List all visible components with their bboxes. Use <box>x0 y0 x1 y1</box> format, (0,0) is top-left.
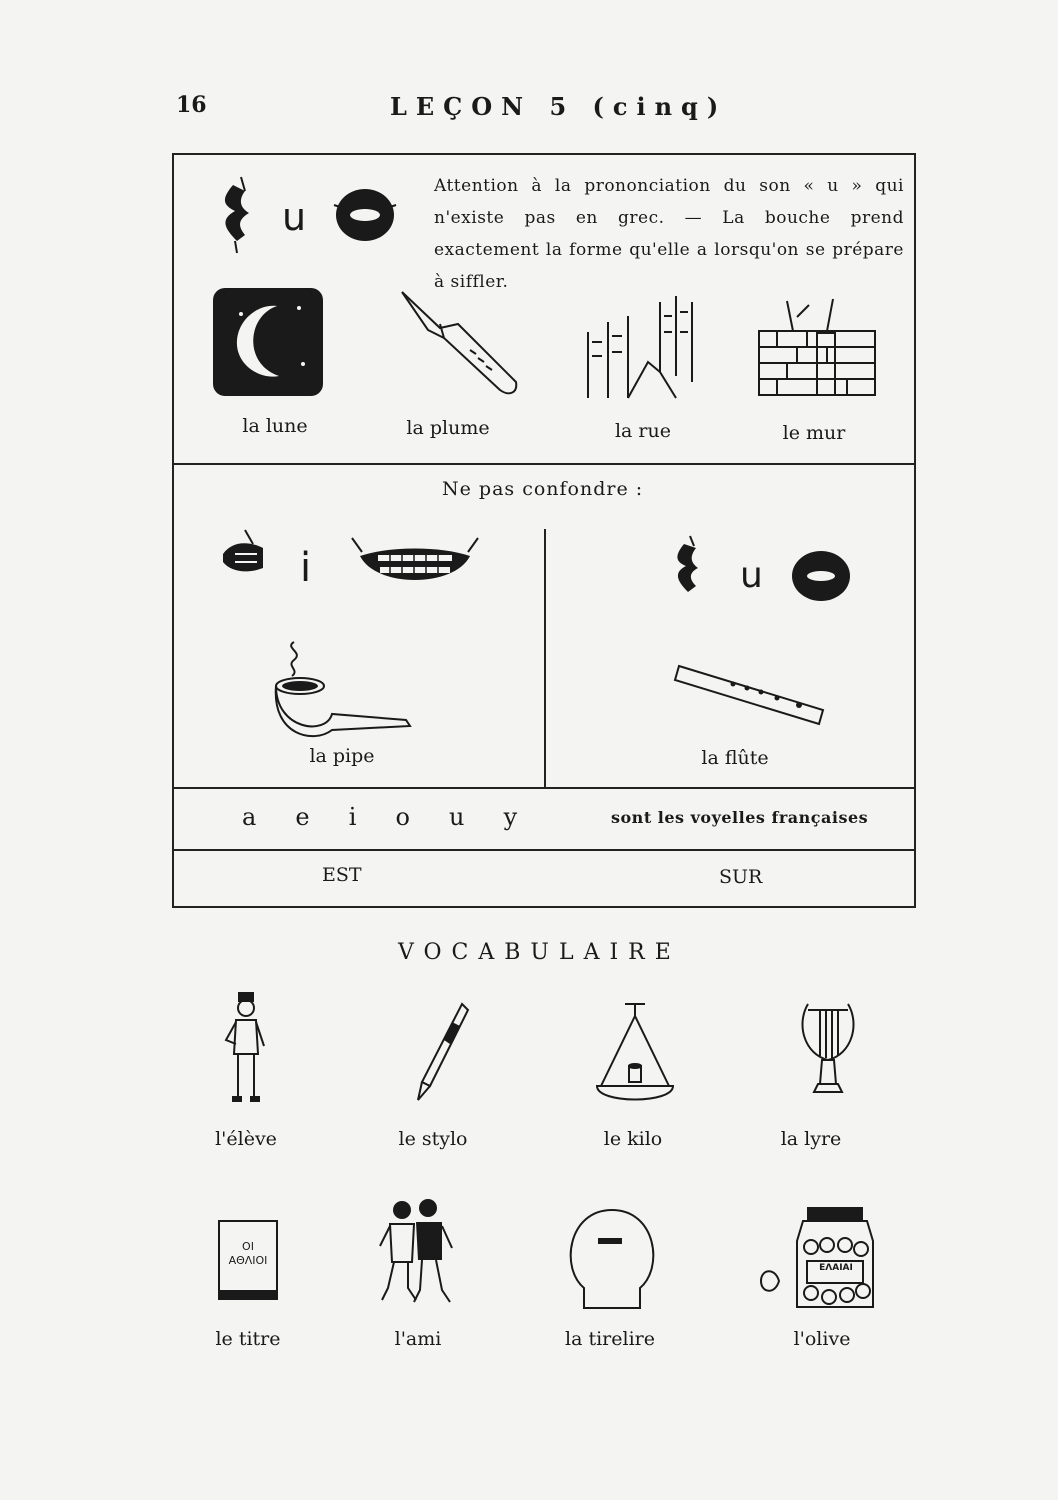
vowel: e <box>295 803 310 831</box>
profile-lips-icon <box>215 175 265 255</box>
letter-u: u <box>282 195 307 239</box>
jar-label-text: ΕΛΑΙΑΙ <box>819 1263 853 1273</box>
vocab-label: l'ami <box>394 1328 442 1350</box>
word-sur: SUR <box>719 866 763 888</box>
vocab-label: la tirelire <box>565 1328 655 1350</box>
vocab-label: le titre <box>215 1328 281 1350</box>
item-label: la lune <box>242 415 308 437</box>
item-label: la pipe <box>309 745 375 767</box>
flute-icon <box>673 660 833 730</box>
smile-icon <box>350 532 480 596</box>
divider <box>174 787 914 789</box>
moon-icon <box>211 284 326 399</box>
divider <box>174 463 914 465</box>
fountain-pen-icon <box>410 1000 470 1110</box>
book-icon <box>218 1220 278 1300</box>
item-label: la flûte <box>701 747 769 769</box>
vowel: u <box>449 803 465 831</box>
scale-icon <box>595 1000 675 1110</box>
item-label: la rue <box>614 420 671 442</box>
round-lips-icon <box>790 548 852 604</box>
pipe-icon <box>270 640 415 740</box>
lyre-icon <box>798 1000 858 1096</box>
item-label: la plume <box>406 417 490 439</box>
vowel: y <box>503 803 518 831</box>
word-est: EST <box>322 864 362 886</box>
vocabulary-title: VOCABULAIRE <box>398 940 681 965</box>
vocab-label: l'élève <box>215 1128 277 1150</box>
student-icon <box>222 990 272 1108</box>
vocab-label: l'olive <box>793 1328 851 1350</box>
profile-smile-icon <box>217 528 267 584</box>
piggy-bank-icon <box>562 1208 662 1318</box>
profile-lips-icon <box>670 536 710 602</box>
pen-nib-icon <box>400 290 520 400</box>
letter-i: i <box>300 545 312 591</box>
vocab-label: le stylo <box>398 1128 468 1150</box>
round-lips-icon <box>334 185 396 245</box>
page-number: 16 <box>176 92 207 118</box>
vocab-label: la lyre <box>780 1128 842 1150</box>
vowel: i <box>348 803 357 831</box>
divider <box>544 529 546 787</box>
item-label: le mur <box>782 422 846 444</box>
pronunciation-note: Attention à la prononciation du son « u » qui n'existe pas en grec. — La bouche prend exactement la forme qu'elle a lorsqu'on se prépare à siffler. <box>434 176 904 292</box>
wall-icon <box>757 297 877 397</box>
friends-icon <box>376 1196 456 1311</box>
street-icon <box>586 292 696 400</box>
book-cover-text: ΟΙ ΑΘΛΙΟΙ <box>228 1240 268 1267</box>
divider <box>174 849 914 851</box>
vowel: a <box>242 803 257 831</box>
vowel-list <box>242 803 551 831</box>
confuse-heading: Ne pas confondre : <box>442 478 644 500</box>
vocab-label: le kilo <box>603 1128 663 1150</box>
lesson-title: LEÇON 5 (cinq) <box>390 92 728 121</box>
vowels-caption: sont les voyelles françaises <box>611 808 869 827</box>
olive-jar-icon <box>755 1205 875 1315</box>
letter-u-2: u <box>740 555 763 596</box>
vowel: o <box>395 803 410 831</box>
